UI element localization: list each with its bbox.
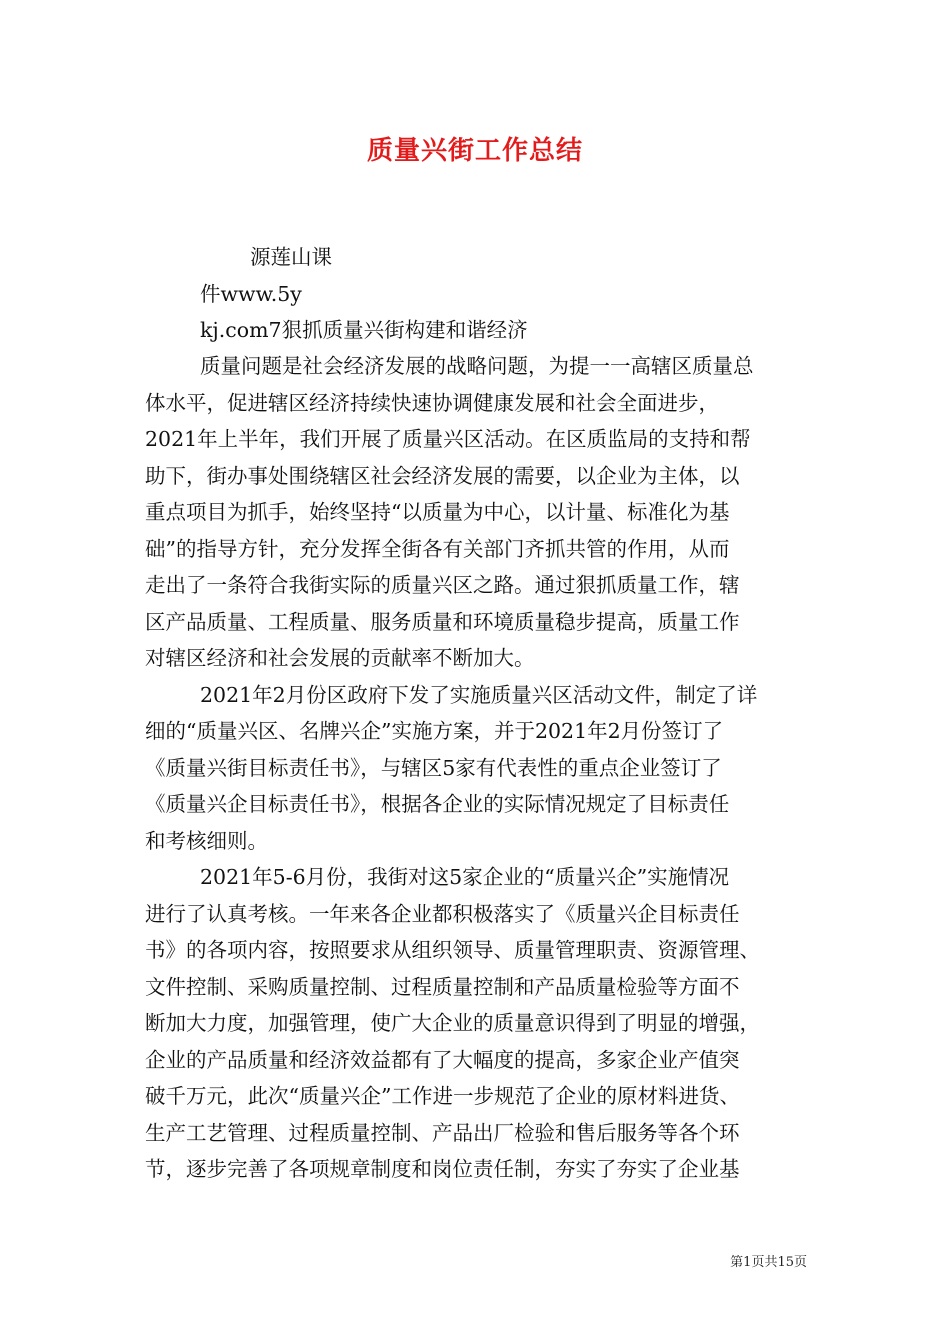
- text-line: 企业的产品质量和经济效益都有了大幅度的提高，多家企业产值突: [145, 1048, 740, 1072]
- document-title: 质量兴街工作总结: [366, 136, 583, 166]
- text-line: 助下，街办事处围绕辖区社会经济发展的需要，以企业为主体，以: [145, 464, 740, 488]
- text-line: 破千万元，此次“质量兴企”工作进一步规范了企业的原材料进货、: [145, 1084, 740, 1108]
- text-line: 件www.5y: [200, 282, 302, 306]
- text-line: 和考核细则。: [145, 829, 268, 853]
- text-line: 节，逐步完善了各项规章制度和岗位责任制，夯实了夯实了企业基: [145, 1157, 740, 1181]
- text-line: 细的“质量兴区、名牌兴企”实施方案，并于2021年2月份签订了: [145, 719, 724, 743]
- text-line: 对辖区经济和社会发展的贡献率不断加大。: [145, 646, 535, 670]
- text-line: kj.com7狠抓质量兴街构建和谐经济: [200, 318, 528, 342]
- text-line: 2021年上半年，我们开展了质量兴区活动。在区质监局的支持和帮: [145, 427, 751, 451]
- text-line: 进行了认真考核。一年来各企业都积极落实了《质量兴企目标责任: [145, 902, 740, 926]
- text-line: 质量问题是社会经济发展的战略问题，为提一一高辖区质量总: [200, 354, 754, 378]
- text-line: 区产品质量、工程质量、服务质量和环境质量稳步提高，质量工作: [145, 610, 740, 634]
- text-line: 生产工艺管理、过程质量控制、产品出厂检验和售后服务等各个环: [145, 1121, 740, 1145]
- text-line: 重点项目为抓手，始终坚持“以质量为中心，以计量、标准化为基: [145, 500, 730, 524]
- text-line: 2021年5-6月份，我街对这5家企业的“质量兴企”实施情况: [200, 865, 730, 889]
- text-line: 《质量兴街目标责任书》，与辖区5家有代表性的重点企业签订了: [145, 756, 722, 780]
- text-line: 《质量兴企目标责任书》，根据各企业的实际情况规定了目标责任: [145, 792, 730, 816]
- page-number: 第1页共15页: [730, 1255, 807, 1270]
- text-line: 走出了一条符合我街实际的质量兴区之路。通过狠抓质量工作，辖: [145, 573, 740, 597]
- text-line: 2021年2月份区政府下发了实施质量兴区活动文件，制定了详: [200, 683, 758, 707]
- text-line: 源莲山课: [250, 245, 332, 269]
- text-line: 体水平，促进辖区经济持续快速协调健康发展和社会全面进步，: [145, 391, 719, 415]
- text-line: 断加大力度，加强管理，使广大企业的质量意识得到了明显的增强，: [145, 1011, 760, 1035]
- text-line: 书》的各项内容，按照要求从组织领导、质量管理职责、资源管理、: [145, 938, 760, 962]
- text-line: 础”的指导方针，充分发挥全街各有关部门齐抓共管的作用，从而: [145, 537, 730, 561]
- text-line: 文件控制、采购质量控制、过程质量控制和产品质量检验等方面不: [145, 975, 740, 999]
